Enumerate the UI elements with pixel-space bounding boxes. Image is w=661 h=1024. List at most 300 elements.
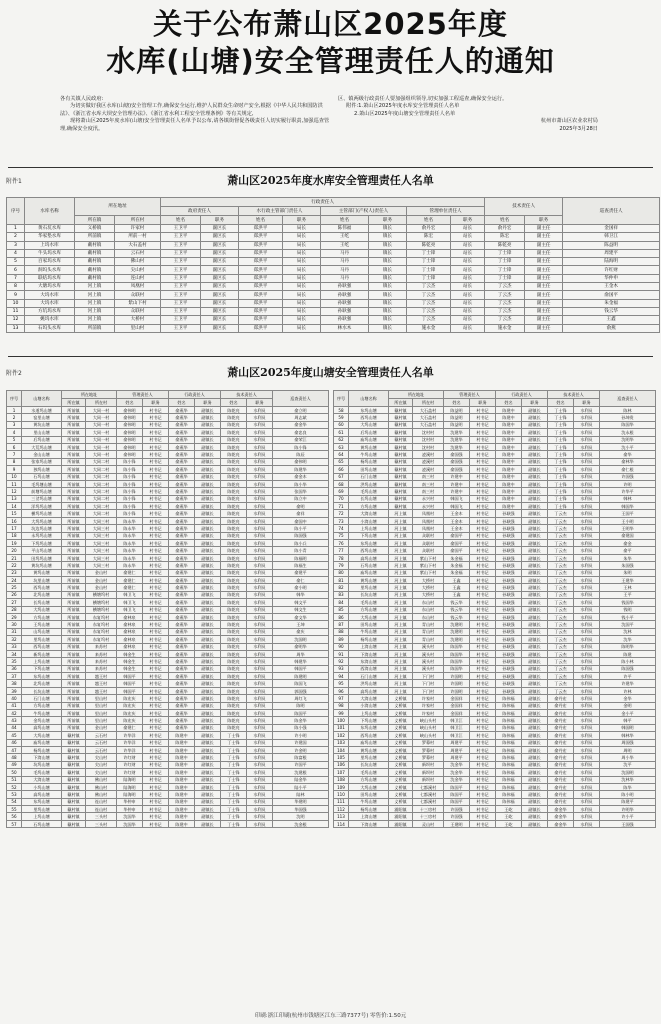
table-cell: 金山村 <box>86 569 117 576</box>
table-cell: 孙耿强 <box>321 291 369 299</box>
table-cell: 沈明 <box>273 813 329 820</box>
table-row <box>334 584 656 591</box>
table-cell: 副镇长 <box>195 554 221 561</box>
table-cell: 俞燕华 <box>169 421 195 428</box>
table-cell: 田坞山塘 <box>349 791 389 798</box>
table-cell: 王卫平 <box>161 307 201 315</box>
table-cell: 大坞山塘 <box>22 606 62 613</box>
table-cell: 所前镇 <box>62 717 86 724</box>
table-cell: 村书记 <box>143 776 169 783</box>
table-cell: 副镇长 <box>195 702 221 709</box>
table-cell: 丁士锋 <box>548 414 574 421</box>
table-cell: 所前镇 <box>62 503 86 510</box>
table-cell: 河上镇 <box>389 532 413 539</box>
table-cell: 水利员 <box>247 606 273 613</box>
table-cell: 许建中 <box>444 488 470 495</box>
table-cell: 水利员 <box>574 517 600 524</box>
table-cell: 丁云杰 <box>548 554 574 561</box>
table-cell: 村书记 <box>470 769 496 776</box>
table-cell: 陈伟福 <box>496 769 522 776</box>
table-cell: 村书记 <box>470 680 496 687</box>
table-cell: 陈明华 <box>600 643 656 650</box>
col-pos-label: 职务 <box>369 216 407 225</box>
table-cell: 陈小锋 <box>273 443 329 450</box>
table-cell: 水利员 <box>574 443 600 450</box>
table-cell: 里坞山塘 <box>22 636 62 643</box>
table-cell: 所前镇 <box>62 473 86 480</box>
table-cell: 林水木 <box>321 324 369 332</box>
table-cell: 王坤 <box>273 621 329 628</box>
table-cell: 许建中 <box>444 480 470 487</box>
table-cell: 陈永华 <box>117 540 143 547</box>
divider <box>8 167 653 168</box>
table-cell: 王平 <box>600 591 656 598</box>
table-cell: 副镇长 <box>522 739 548 746</box>
table-cell: 6 <box>7 443 22 450</box>
col-pos-label: 职务 <box>525 216 563 225</box>
table-cell: 丁云杰 <box>548 665 574 672</box>
table-cell: 横塘坞村 <box>86 599 117 606</box>
table-cell: 陈乾亮 <box>221 606 247 613</box>
table-row <box>7 746 329 753</box>
table-cell: 王鑫 <box>444 591 470 598</box>
table-cell: 水利员 <box>247 710 273 717</box>
table-cell: 陈辰 <box>273 451 329 458</box>
table-cell: 所前镇 <box>62 414 86 421</box>
table-cell: 水利员 <box>247 665 273 672</box>
table-cell: 31 <box>7 628 22 635</box>
table-cell: 水利员 <box>574 769 600 776</box>
table-cell: 方坞山塘 <box>349 776 389 783</box>
table-cell: 朱金福 <box>444 562 470 569</box>
table-cell: 青山村 <box>413 628 444 635</box>
table-cell: 来苏村 <box>86 650 117 657</box>
table-row <box>334 547 656 554</box>
table-cell: 陈乾亮 <box>221 562 247 569</box>
table-cell: 凌溪村 <box>413 458 444 465</box>
table-cell: 俞燕华 <box>169 480 195 487</box>
table-cell: 副镇长 <box>195 443 221 450</box>
table-cell: 副镇长 <box>522 658 548 665</box>
table-cell: 42 <box>7 710 22 717</box>
table-cell: 陈建中 <box>169 754 195 761</box>
table-cell: 河上镇 <box>389 540 413 547</box>
table-cell: 郑洪平 <box>239 241 283 249</box>
table-cell: 金山山塘 <box>22 451 62 458</box>
table-cell: 永坞坞山塘 <box>22 532 62 539</box>
table-cell: 村书记 <box>143 710 169 717</box>
table-cell: 副镇长 <box>195 547 221 554</box>
table-cell: 俞国强 <box>444 451 470 458</box>
table-cell: 俞燕华 <box>169 606 195 613</box>
table-cell: 峡山头村 <box>413 724 444 731</box>
table-cell: 戴村镇 <box>389 407 413 414</box>
table-cell: 副镇长 <box>522 458 548 465</box>
table-cell: 67 <box>334 473 349 480</box>
table-cell: 里坞山塘 <box>349 754 389 761</box>
table-cell: 水利员 <box>247 613 273 620</box>
table-cell: 陈建中 <box>496 480 522 487</box>
table-cell: 新坞山塘 <box>22 650 62 657</box>
table-cell: 陈乾亮 <box>221 658 247 665</box>
table-cell: 局长 <box>283 291 321 299</box>
col-admin: 行政责任人 <box>161 198 485 207</box>
table-cell: 陈建中 <box>496 466 522 473</box>
table-cell: 下门村 <box>413 673 444 680</box>
reservoir-table <box>6 197 660 333</box>
table-row <box>334 443 656 450</box>
table-cell: 23 <box>7 569 22 576</box>
table-cell: 浦阳镇 <box>389 806 413 813</box>
table-row <box>7 225 660 233</box>
table-cell: 俞燕华 <box>169 562 195 569</box>
table-cell: 郭国强 <box>273 687 329 694</box>
table-cell: 俞燕华 <box>169 710 195 717</box>
table-cell: 周小华 <box>600 754 656 761</box>
table-cell: 村书记 <box>143 673 169 680</box>
table-cell: 水利员 <box>574 591 600 598</box>
table-cell: 韩文生 <box>273 606 329 613</box>
col-location: 所在地址 <box>389 391 444 399</box>
table-cell: 大同三村 <box>86 540 117 547</box>
col-pos-label: 职务 <box>522 399 548 407</box>
table-cell: 郑洪平 <box>239 291 283 299</box>
table-cell: 俞建仁 <box>117 576 143 583</box>
headline-line-2: 水库(山塘)安全管理责任人的通知 <box>106 44 555 78</box>
col-location: 所在地址 <box>62 391 117 399</box>
table-cell: 里山村 <box>86 695 117 702</box>
table-cell: 韩卫江 <box>444 724 470 731</box>
table-cell: 水利员 <box>247 488 273 495</box>
table-cell: 镇长 <box>369 225 407 233</box>
table-cell: 俞伟明 <box>117 414 143 421</box>
table-cell: 联结坞水库 <box>25 274 75 282</box>
table-cell: 村书记 <box>143 724 169 731</box>
table-cell: 陈建中 <box>496 407 522 414</box>
table-cell: 戴村镇 <box>75 249 115 257</box>
table-cell: 副区长 <box>201 291 239 299</box>
table-cell: 戴村镇 <box>75 241 115 249</box>
table-cell: 101 <box>334 724 349 731</box>
table-cell: 镇长 <box>369 299 407 307</box>
table-cell: 局长 <box>283 241 321 249</box>
table-cell: 牛坞山塘 <box>22 710 62 717</box>
table-row <box>7 443 329 450</box>
table-cell: 陈伟福 <box>496 732 522 739</box>
table-cell: 丁士锋 <box>485 274 525 282</box>
table-cell: 2 <box>7 233 25 241</box>
table-cell: 钱云华 <box>444 613 470 620</box>
table-row <box>7 628 329 635</box>
table-cell: 所前镇 <box>62 606 86 613</box>
table-cell: 王建明 <box>444 820 470 827</box>
table-cell: 村书记 <box>470 429 496 436</box>
table-cell: 大同二村 <box>86 480 117 487</box>
table-cell: 丁云杰 <box>407 291 451 299</box>
table-cell: 陈建华 <box>273 466 329 473</box>
table-cell: 水利员 <box>247 525 273 532</box>
table-cell: 陆海明 <box>117 791 143 798</box>
notice-paragraph: 区、镇两级行政责任人要加强组织领导,切实加强工程巡查,确保安全运行。 <box>338 96 508 102</box>
table-cell: 十三房村 <box>413 806 444 813</box>
table-cell: 所前镇 <box>62 621 86 628</box>
table-cell: 俞国平 <box>444 540 470 547</box>
table-cell: 下湾山塘 <box>349 820 389 827</box>
table-cell: 横塘坞村 <box>86 606 117 613</box>
table-row <box>334 436 656 443</box>
table-cell: 村书记 <box>470 673 496 680</box>
table-cell: 副镇长 <box>195 429 221 436</box>
table-cell: 义桥镇 <box>389 783 413 790</box>
table-cell: 许建中 <box>444 473 470 480</box>
table-cell: 横塘坞村 <box>86 591 117 598</box>
table-cell: 所前镇 <box>62 562 86 569</box>
table-cell: 大坞山塘 <box>349 613 389 620</box>
table-cell: 王卫平 <box>161 233 201 241</box>
table-row <box>7 540 329 547</box>
table-cell: 村书记 <box>143 643 169 650</box>
table-cell: 水利员 <box>574 806 600 813</box>
table-cell: 水利员 <box>247 591 273 598</box>
table-cell: 水利员 <box>574 576 600 583</box>
table-row <box>334 702 656 709</box>
table-cell: 郑洪平 <box>239 299 283 307</box>
table-row <box>7 643 329 650</box>
table-cell: 紫山下村 <box>413 562 444 569</box>
table-cell: 俞林泉 <box>117 621 143 628</box>
table-cell: 镇长 <box>369 241 407 249</box>
table-cell: 丁云杰 <box>548 599 574 606</box>
table-cell: 水利员 <box>574 702 600 709</box>
table-cell: 俞燕华 <box>169 576 195 583</box>
table-cell: 村书记 <box>470 547 496 554</box>
table-cell: 85 <box>334 606 349 613</box>
table-cell: 12 <box>7 488 22 495</box>
table-cell: 陈建中 <box>169 776 195 783</box>
table-cell: 云石村 <box>86 746 117 753</box>
table-row <box>334 650 656 657</box>
table-cell: 义桥镇 <box>389 695 413 702</box>
table-cell: 陈乾亮 <box>221 503 247 510</box>
table-cell: 村书记 <box>470 739 496 746</box>
table-cell: 11 <box>7 480 22 487</box>
table-cell: 所前镇 <box>62 680 86 687</box>
table-cell: 局长 <box>283 249 321 257</box>
table-cell: 站长 <box>451 283 485 291</box>
table-cell: 陈宏 <box>407 233 451 241</box>
table-cell: 孙耿强 <box>496 532 522 539</box>
table-cell: 副区长 <box>201 274 239 282</box>
table-cell: 大同一村 <box>86 443 117 450</box>
table-cell: 俞燕华 <box>169 429 195 436</box>
table-cell: 陈乾亮 <box>221 473 247 480</box>
table-cell: 1 <box>7 225 25 233</box>
table-cell: 村书记 <box>470 562 496 569</box>
table-cell: 孙坤贵 <box>600 414 656 421</box>
table-cell: 村书记 <box>143 591 169 598</box>
table-cell: 村书记 <box>470 665 496 672</box>
table-cell: 丁云杰 <box>485 299 525 307</box>
table-cell: 所前镇 <box>62 525 86 532</box>
table-cell: 紫山下村 <box>115 299 161 307</box>
table-cell: 俞燕华 <box>169 628 195 635</box>
table-cell: 65 <box>334 458 349 465</box>
table-cell: 副区长 <box>201 324 239 332</box>
table-cell: 水利员 <box>574 783 600 790</box>
table-cell: 8 <box>7 283 25 291</box>
table-cell: 村书记 <box>143 636 169 643</box>
table-cell: 副镇长 <box>522 480 548 487</box>
table-cell: 罗幕村 <box>413 754 444 761</box>
table-cell: 众联村 <box>413 547 444 554</box>
table-cell: 平山坞山塘 <box>22 547 62 554</box>
table-cell: 水利员 <box>247 407 273 414</box>
table-cell: 副区长 <box>201 266 239 274</box>
table-cell: 七都溪村 <box>413 783 444 790</box>
table-cell: 郑洪平 <box>239 283 283 291</box>
table-cell: 村书记 <box>470 591 496 598</box>
table-cell: 韩金生 <box>117 658 143 665</box>
table-cell: 河上镇 <box>389 606 413 613</box>
table-cell: 俞伟明 <box>273 458 329 465</box>
table-cell: 沈小平 <box>600 443 656 450</box>
table-cell: 水利员 <box>574 621 600 628</box>
table-cell: 18 <box>7 532 22 539</box>
table-row <box>7 421 329 428</box>
table-cell: 陈伟福 <box>496 695 522 702</box>
table-cell: 许华洋 <box>117 732 143 739</box>
table-cell: 副镇长 <box>195 687 221 694</box>
table-cell: 副镇长 <box>522 680 548 687</box>
table-cell: 陈乾亮 <box>221 680 247 687</box>
table-cell: 村书记 <box>470 806 496 813</box>
table-cell: 俞丹宏 <box>548 739 574 746</box>
table-row <box>7 451 329 458</box>
table-cell: 俞明 <box>273 503 329 510</box>
table-cell: 副区长 <box>201 258 239 266</box>
table-row <box>7 316 660 324</box>
table-cell: 村书记 <box>470 613 496 620</box>
table-row <box>334 732 656 739</box>
table-cell: 韩金生 <box>117 650 143 657</box>
table-cell: 戴村镇 <box>389 480 413 487</box>
table-cell: 孙耿强 <box>496 658 522 665</box>
table-cell: 俞伟明 <box>117 443 143 450</box>
table-cell: 朱金福 <box>563 299 660 307</box>
table-cell: 副镇长 <box>522 451 548 458</box>
table-cell: 后坞山塘 <box>22 436 62 443</box>
table-cell: 副镇长 <box>195 503 221 510</box>
table-cell: 村书记 <box>143 480 169 487</box>
table-cell: 水利员 <box>247 636 273 643</box>
table-cell: 大同二村 <box>86 458 117 465</box>
table-row <box>7 414 329 421</box>
table-cell: 站长 <box>451 249 485 257</box>
table-cell: 水利员 <box>247 458 273 465</box>
table-row <box>7 532 329 539</box>
table-cell: 俞燕华 <box>169 658 195 665</box>
table-cell: 百家坞水库 <box>25 258 75 266</box>
table-cell: 52 <box>7 783 22 790</box>
table-cell: 陈乾亮 <box>221 510 247 517</box>
table-cell: 陈建中 <box>496 429 522 436</box>
table-cell: 新坝村 <box>413 776 444 783</box>
table-cell: 103 <box>334 739 349 746</box>
table-cell: 丁士锋 <box>221 761 247 768</box>
table-cell: 长坞山塘 <box>349 495 389 502</box>
table-row <box>334 503 656 510</box>
table-cell: 许明 <box>600 480 656 487</box>
table-cell: 村书记 <box>143 806 169 813</box>
table-cell: 副镇长 <box>195 451 221 458</box>
table-cell: 陈建中 <box>169 739 195 746</box>
table-cell: 丁士锋 <box>221 820 247 827</box>
table-cell: 戴村镇 <box>389 421 413 428</box>
table-cell: 俞燕华 <box>169 436 195 443</box>
table-cell: 19 <box>7 540 22 547</box>
table-cell: 许国明 <box>444 673 470 680</box>
table-cell: 戴村镇 <box>75 274 115 282</box>
table-row <box>334 606 656 613</box>
table-cell: 河上镇 <box>389 599 413 606</box>
table-cell: 俞燕华 <box>169 613 195 620</box>
table-cell: 河上镇 <box>389 673 413 680</box>
table-cell: 副镇长 <box>522 776 548 783</box>
table-cell: 陆海明 <box>117 776 143 783</box>
table-row <box>7 547 329 554</box>
table-cell: 黄坑山塘 <box>22 421 62 428</box>
table-cell: 村书记 <box>470 421 496 428</box>
table-cell: 俞燕华 <box>169 532 195 539</box>
table-cell: 丁士锋 <box>221 746 247 753</box>
table-cell: 站长 <box>451 291 485 299</box>
table-cell: 陈乾亮 <box>221 414 247 421</box>
table-cell: 71 <box>334 503 349 510</box>
table-cell: 大同三村 <box>86 562 117 569</box>
table-cell: 70 <box>334 495 349 502</box>
table-row <box>7 576 329 583</box>
table-cell: 俞金 <box>600 540 656 547</box>
table-row <box>334 658 656 665</box>
table-cell: 杨坞山塘 <box>349 806 389 813</box>
table-cell: 尖山村 <box>86 761 117 768</box>
table-cell: 黄石坑水库 <box>25 225 75 233</box>
table-cell: 众联村 <box>115 307 161 315</box>
table-cell: 沈村村 <box>413 429 444 436</box>
table-cell: 副镇长 <box>522 503 548 510</box>
table-cell: 79 <box>334 562 349 569</box>
col-no: 序号 <box>7 198 25 225</box>
table-cell: 水利员 <box>247 791 273 798</box>
table-cell: 俞金木 <box>273 473 329 480</box>
table-cell: 副镇长 <box>522 643 548 650</box>
table-cell: 陈福生 <box>273 562 329 569</box>
table-row <box>334 761 656 768</box>
table-cell: 金小平 <box>600 710 656 717</box>
headline <box>0 6 661 80</box>
table-cell: 所前镇 <box>62 547 86 554</box>
table-cell: 陈乾亮 <box>221 554 247 561</box>
table-cell: 田坞山塘 <box>349 466 389 473</box>
table-cell: 大塘坞水库 <box>25 283 75 291</box>
table-cell: 俞丹宏 <box>548 710 574 717</box>
table-cell: 46 <box>7 739 22 746</box>
table-row <box>7 429 329 436</box>
table-cell: 丁云杰 <box>548 584 574 591</box>
table-cell: 高坞山塘 <box>22 724 62 731</box>
table-row <box>7 488 329 495</box>
table-cell: 义桥镇 <box>389 724 413 731</box>
